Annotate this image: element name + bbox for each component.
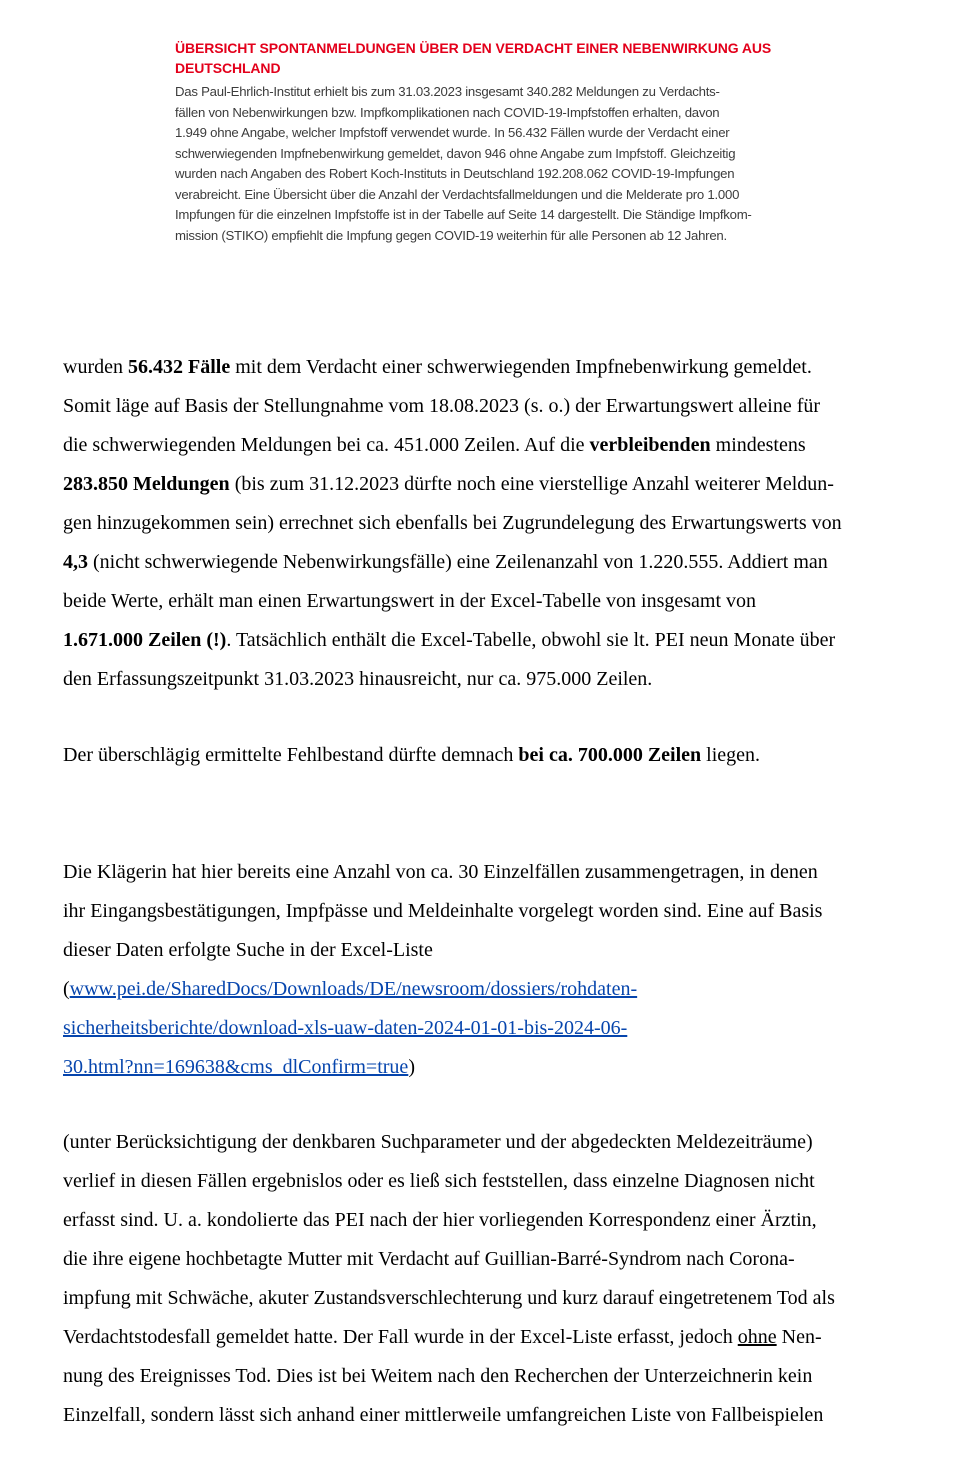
text-run: mit dem Verdacht einer schwerwiegenden Impfnebenwirkung gemeldet. bbox=[230, 356, 812, 378]
text-run: (bis zum 31.12.2023 dürfte noch eine vierstellige Anzahl weiterer Meldun- bbox=[229, 473, 834, 495]
text-line: nung des Ereignisses Tod. Dies ist bei Weitem nach den Recherchen der Unterzeichnerin kein bbox=[63, 1365, 813, 1387]
pei-download-link[interactable]: 30.html?nn=169638&cms_dlConfirm=true bbox=[63, 1056, 409, 1078]
text-line bbox=[63, 1048, 943, 1087]
paragraph-missing-rows bbox=[63, 736, 943, 775]
text-run: Der überschlägig ermittelte Fehlbestand dürfte demnach bbox=[63, 744, 519, 766]
text-run: wurden bbox=[63, 356, 128, 378]
bold-text: 1.671.000 Zeilen (!) bbox=[63, 629, 227, 651]
parenthesis: ) bbox=[408, 1056, 415, 1078]
text-line: Die Klägerin hat hier bereits eine Anzahl von ca. 30 Einzelfällen zusammengetragen, in denen bbox=[63, 861, 818, 883]
excerpt-title bbox=[175, 38, 835, 78]
excerpt-title-line: ÜBERSICHT SPONTANMELDUNGEN ÜBER DEN VERDACHT EINER NEBENWIRKUNG AUS bbox=[175, 40, 772, 56]
text-run: Nen- bbox=[776, 1326, 822, 1348]
excerpt-line: Impfungen für die einzelnen Impfstoffe ist in der Tabelle auf Seite 14 dargestellt. Die Ständige Impfkom- bbox=[175, 207, 752, 222]
text-run: die schwerwiegenden Meldungen bei ca. 451.000 Zeilen. Auf die bbox=[63, 434, 590, 456]
bold-text: bei ca. 700.000 Zeilen bbox=[518, 744, 702, 766]
paragraph-case-search bbox=[63, 853, 943, 1087]
pei-download-link[interactable]: sicherheitsberichte/download-xls-uaw-daten-2024-01-01-bis-2024-06- bbox=[63, 1017, 628, 1039]
pei-download-link[interactable]: www.pei.de/SharedDocs/Downloads/DE/newsroom/dossiers/rohdaten- bbox=[69, 978, 638, 1000]
text-run: mindestens bbox=[710, 434, 806, 456]
text-line bbox=[63, 348, 943, 387]
bold-text: 283.850 Meldungen bbox=[63, 473, 230, 495]
bold-text: verbleibenden bbox=[589, 434, 711, 456]
text-line: gen hinzugekommen sein) errechnet sich ebenfalls bei Zugrundelegung des Erwartungswerts von bbox=[63, 512, 842, 534]
text-line bbox=[63, 970, 943, 1009]
text-line bbox=[63, 465, 943, 504]
excerpt-line: verabreicht. Eine Übersicht über die Anzahl der Verdachtsfallmeldungen und die Melderate pro 1.000 bbox=[175, 186, 740, 202]
text-line: den Erfassungszeitpunkt 31.03.2023 hinausreicht, nur ca. 975.000 Zeilen. bbox=[63, 668, 653, 690]
text-line: beide Werte, erhält man einen Erwartungswert in der Excel-Tabelle von insgesamt von bbox=[63, 590, 757, 612]
underlined-text: ohne bbox=[737, 1326, 777, 1348]
text-line: Einzelfall, sondern lässt sich anhand einer mittlerweile umfangreichen Liste von Fallbeispielen bbox=[63, 1404, 824, 1426]
bold-text: 56.432 Fälle bbox=[127, 356, 231, 378]
excerpt-line: wurden nach Angaben des Robert Koch-Instituts in Deutschland 192.208.062 COVID-19-Impfungen bbox=[175, 166, 735, 181]
quoted-report-excerpt bbox=[175, 38, 835, 264]
paragraph-expected-rows bbox=[63, 348, 943, 699]
text-line bbox=[63, 1318, 943, 1357]
excerpt-line: mission (STIKO) empfiehlt die Impfung gegen COVID-19 weiterhin für alle Personen ab 12 Jahren. bbox=[175, 227, 727, 243]
text-line: Somit läge auf Basis der Stellungnahme vom 18.08.2023 (s. o.) der Erwartungswert alleine für bbox=[63, 395, 821, 417]
bold-text: 4,3 bbox=[63, 551, 88, 573]
text-run: liegen. bbox=[701, 744, 761, 766]
text-line: verlief in diesen Fällen ergebnislos oder es ließ sich feststellen, dass einzelne Diagnosen nicht bbox=[63, 1170, 815, 1192]
excerpt-line: schwerwiegenden Impfnebenwirkung gemeldet, davon 946 ohne Angabe zum Impfstoff. Gleichzeitig bbox=[175, 145, 736, 161]
excerpt-line: Das Paul-Ehrlich-Institut erhielt bis zum 31.03.2023 insgesamt 340.282 Meldungen zu Verdachts- bbox=[175, 84, 720, 99]
parenthesis: ( bbox=[63, 978, 70, 1000]
text-line: erfasst sind. U. a. kondolierte das PEI nach der hier vorliegenden Korrespondenz einer Ärztin, bbox=[63, 1209, 817, 1231]
text-line: impfung mit Schwäche, akuter Zustandsverschlechterung und kurz darauf eingetretenem Tod als bbox=[63, 1287, 835, 1309]
text-run: (nicht schwerwiegende Nebenwirkungsfälle) eine Zeilenanzahl von 1.220.555. Addiert man bbox=[88, 551, 828, 573]
excerpt-line: 1.949 ohne Angabe, welcher Impfstoff verwendet wurde. In 56.432 Fällen wurde der Verdacht einer bbox=[175, 125, 730, 140]
excerpt-title-line: DEUTSCHLAND bbox=[175, 60, 281, 76]
text-line bbox=[63, 621, 943, 660]
text-line: ihr Eingangsbestätigungen, Impfpässe und Meldeinhalte vorgelegt worden sind. Eine auf Basis bbox=[63, 900, 823, 922]
paragraph-search-result bbox=[63, 1123, 943, 1435]
text-line bbox=[63, 1009, 943, 1048]
text-run: . Tatsächlich enthält die Excel-Tabelle, obwohl sie lt. PEI neun Monate über bbox=[226, 629, 836, 651]
text-line bbox=[63, 543, 943, 582]
text-run: Verdachtstodesfall gemeldet hatte. Der Fall wurde in der Excel-Liste erfasst, jedoch bbox=[63, 1326, 738, 1348]
text-line: (unter Berücksichtigung der denkbaren Suchparameter und der abgedeckten Meldezeiträume) bbox=[63, 1131, 813, 1153]
excerpt-line: fällen von Nebenwirkungen bzw. Impfkomplikationen nach COVID-19-Impfstoffen erhalten, davon bbox=[175, 104, 720, 120]
text-line bbox=[63, 426, 943, 465]
text-line bbox=[63, 736, 943, 775]
text-line: die ihre eigene hochbetagte Mutter mit Verdacht auf Guillian-Barré-Syndrom nach Corona- bbox=[63, 1248, 795, 1270]
text-line: dieser Daten erfolgte Suche in der Excel-Liste bbox=[63, 939, 433, 961]
